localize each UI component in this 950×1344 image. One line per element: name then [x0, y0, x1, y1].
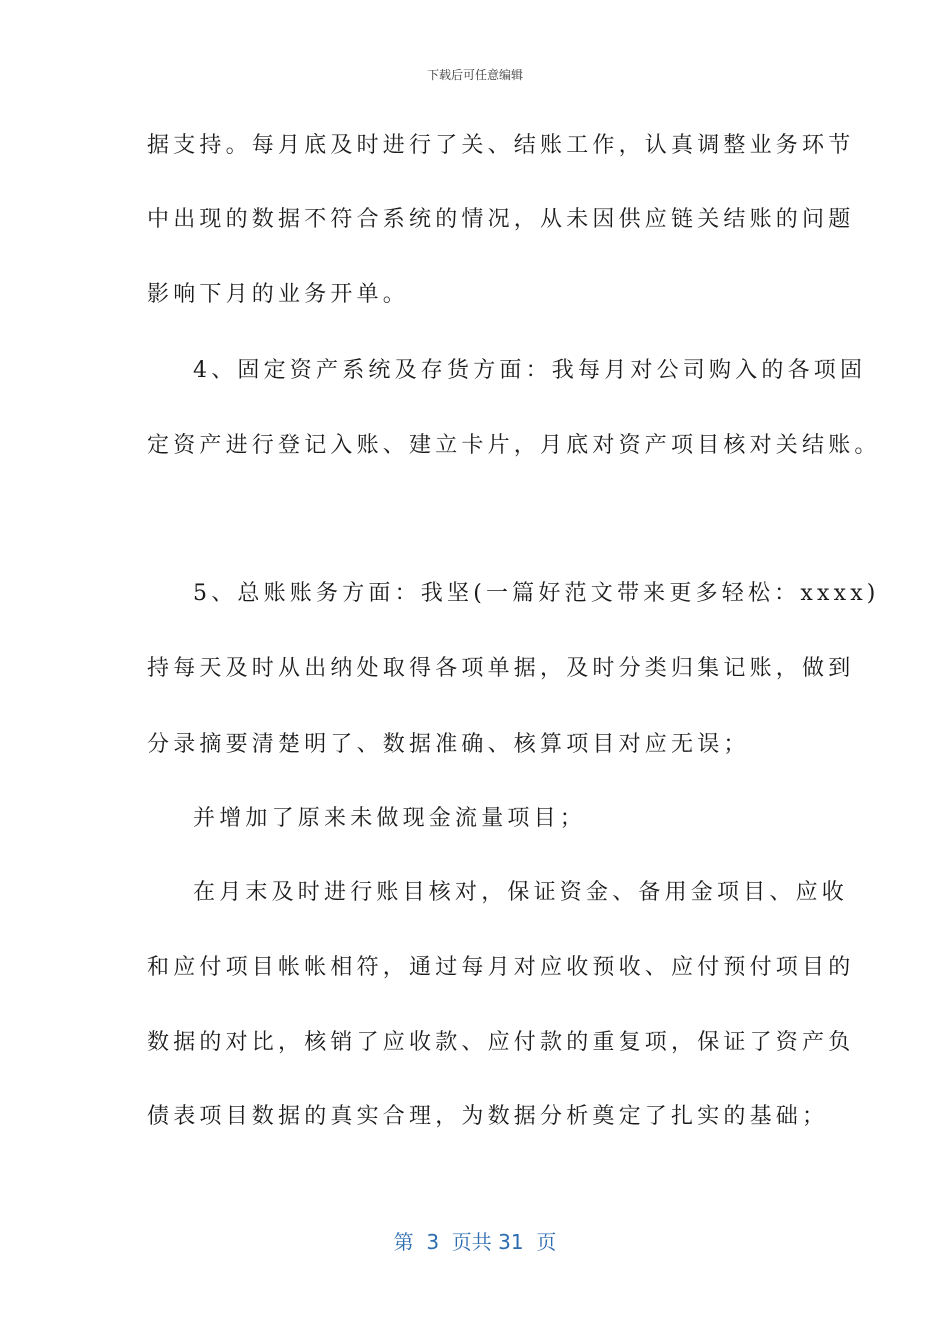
text-line: 中出现的数据不符合系统的情况，从未因供应链关结账的问题	[147, 207, 855, 232]
paragraph-start-line: 在月末及时进行账目核对，保证资金、备用金项目、应收	[193, 880, 849, 905]
page-header: 下载后可任意编辑	[426, 68, 523, 82]
text-line: 债表项目数据的真实合理，为数据分析奠定了扎实的基础；	[147, 1104, 829, 1129]
text-line: 据支持。每月底及时进行了关、结账工作，认真调整业务环节	[147, 133, 855, 158]
text-line: 和应付项目帐帐相符，通过每月对应收预收、应付预付项目的	[147, 955, 855, 980]
page-number-footer: 第 3 页共 31 页	[393, 1230, 557, 1254]
text-line: 数据的对比，核销了应收款、应付款的重复项，保证了资产负	[147, 1030, 855, 1055]
text-line: 持每天及时从出纳处取得各项单据，及时分类归集记账，做到	[147, 656, 855, 681]
text-line: 分录摘要清楚明了、数据准确、核算项目对应无误；	[147, 732, 750, 757]
text-line: 影响下月的业务开单。	[147, 282, 410, 307]
text-line: 定资产进行登记入账、建立卡片，月底对资产项目核对关结账。	[147, 433, 881, 458]
paragraph-start-line: 4、固定资产系统及存货方面：我每月对公司购入的各项固	[193, 358, 867, 383]
paragraph-start-line: 并增加了原来未做现金流量项目；	[193, 806, 587, 831]
paragraph-start-line: 5、总账账务方面：我坚(一篇好范文带来更多轻松：xxxx)	[193, 581, 880, 606]
